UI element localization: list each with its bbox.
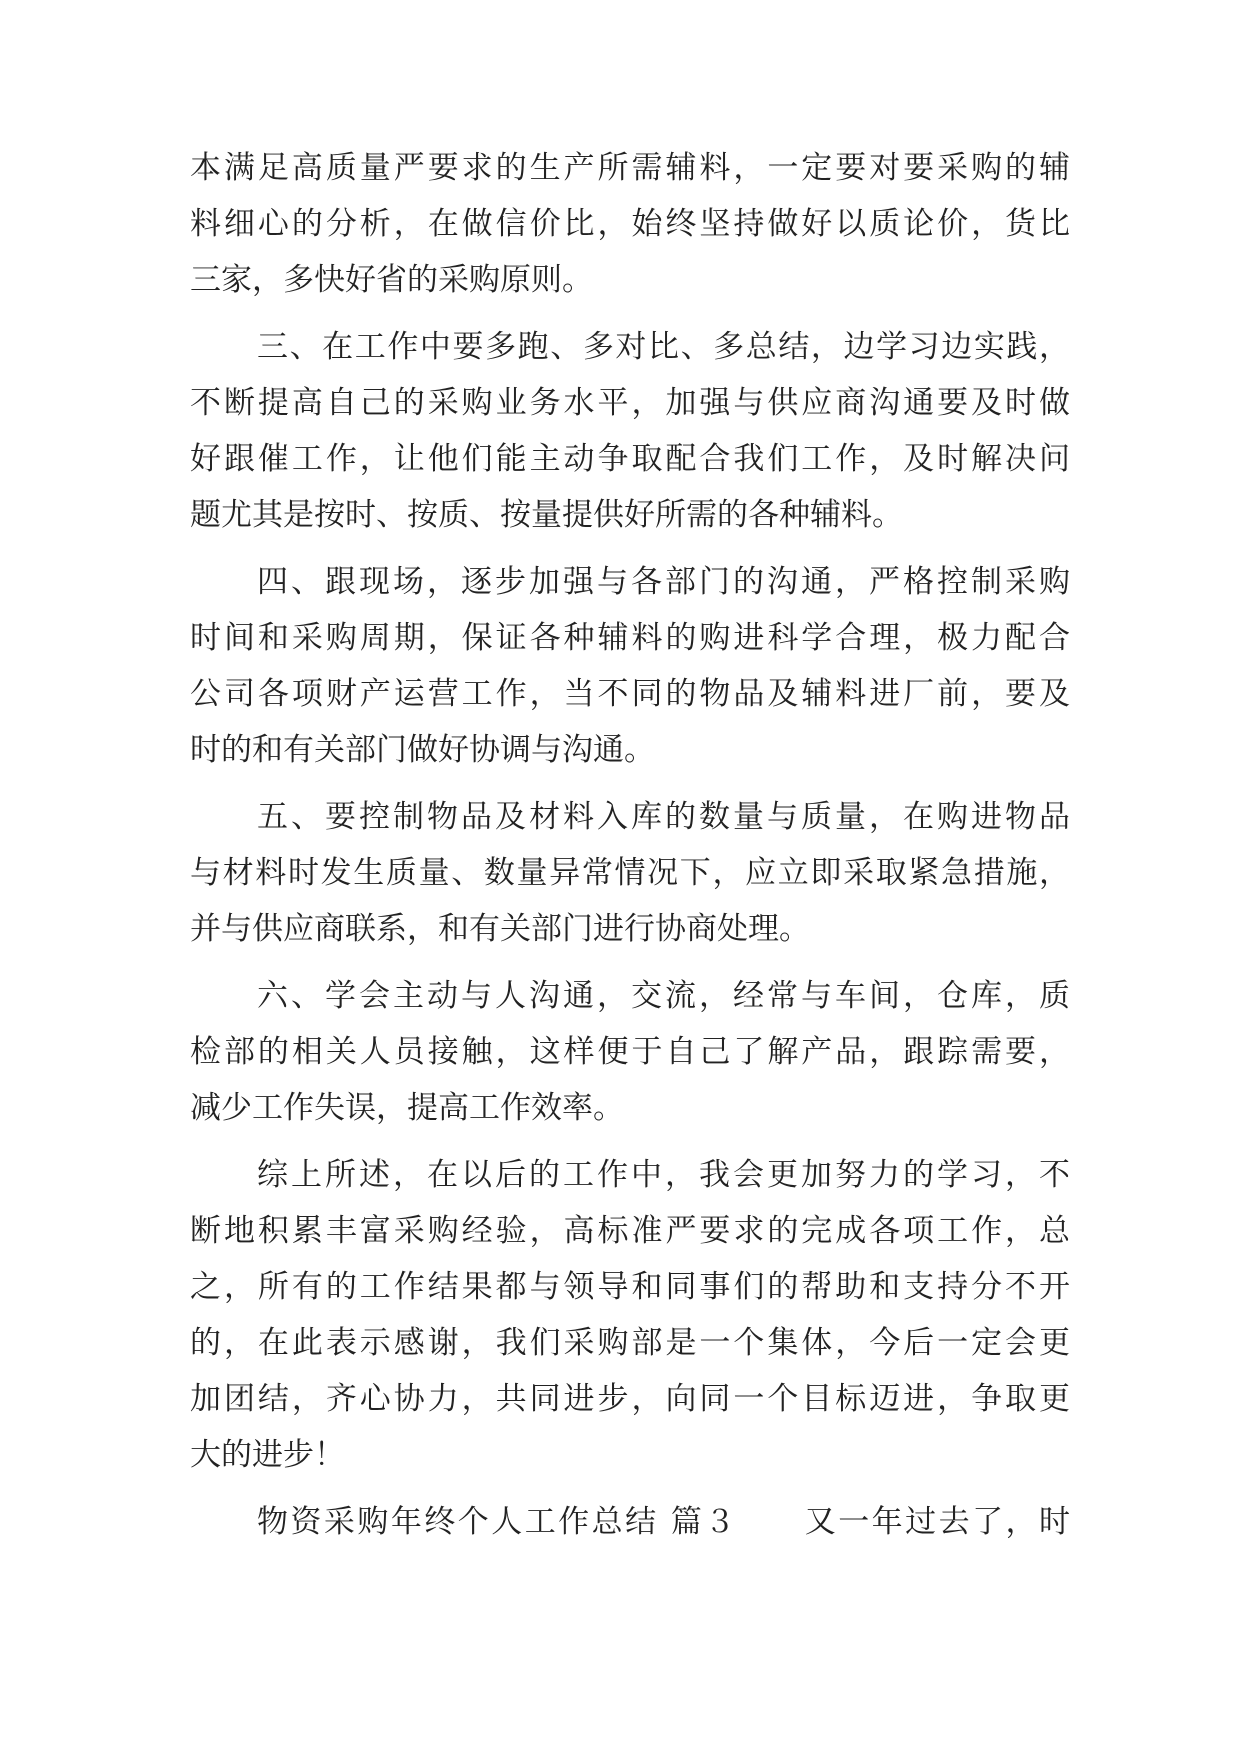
text-line: 本满足高质量严要求的生产所需辅料，一定要对要采购的辅 xyxy=(190,150,1070,186)
paragraph-first-line: 五、要控制物品及材料入库的数量与质量，在购进物品 xyxy=(257,799,1070,835)
text-line: 之，所有的工作结果都与领导和同事们的帮助和支持分不开 xyxy=(190,1269,1070,1305)
text-line: 减少工作失误，提高工作效率。 xyxy=(190,1090,624,1126)
paragraph-first-line: 综上所述，在以后的工作中，我会更加努力的学习，不 xyxy=(257,1157,1070,1193)
text-line: 与材料时发生质量、数量异常情况下，应立即采取紧急措施， xyxy=(190,855,1070,891)
text-line: 题尤其是按时、按质、按量提供好所需的各种辅料。 xyxy=(190,497,903,533)
text-line: 并与供应商联系，和有关部门进行协商处理。 xyxy=(190,911,810,947)
paragraph-first-line: 三、在工作中要多跑、多对比、多总结，边学习边实践， xyxy=(257,329,1070,365)
text-line: 断地积累丰富采购经验，高标准严要求的完成各项工作，总 xyxy=(190,1213,1070,1249)
text-line: 好跟催工作，让他们能主动争取配合我们工作，及时解决问 xyxy=(190,441,1070,477)
text-line: 检部的相关人员接触，这样便于自己了解产品，跟踪需要， xyxy=(190,1034,1070,1070)
paragraph-first-line: 四、跟现场，逐步加强与各部门的沟通，严格控制采购 xyxy=(257,564,1070,600)
text-line: 大的进步！ xyxy=(190,1437,345,1473)
paragraph-first-line: 六、学会主动与人沟通，交流，经常与车间，仓库，质 xyxy=(257,978,1070,1014)
text-line: 的，在此表示感谢，我们采购部是一个集体，今后一定会更 xyxy=(190,1325,1070,1361)
text-line: 时的和有关部门做好协调与沟通。 xyxy=(190,732,655,768)
text-line: 公司各项财产运营工作，当不同的物品及辅料进厂前，要及 xyxy=(190,676,1070,712)
section-heading-line: 物资采购年终个人工作总结 篇３ 又一年过去了，时 xyxy=(257,1504,1070,1540)
text-line: 时间和采购周期，保证各种辅料的购进科学合理，极力配合 xyxy=(190,620,1070,656)
text-line: 不断提高自己的采购业务水平，加强与供应商沟通要及时做 xyxy=(190,385,1070,421)
text-line: 三家，多快好省的采购原则。 xyxy=(190,262,593,298)
text-line: 料细心的分析，在做信价比，始终坚持做好以质论价，货比 xyxy=(190,206,1070,242)
text-line: 加团结，齐心协力，共同进步，向同一个目标迈进，争取更 xyxy=(190,1381,1070,1417)
